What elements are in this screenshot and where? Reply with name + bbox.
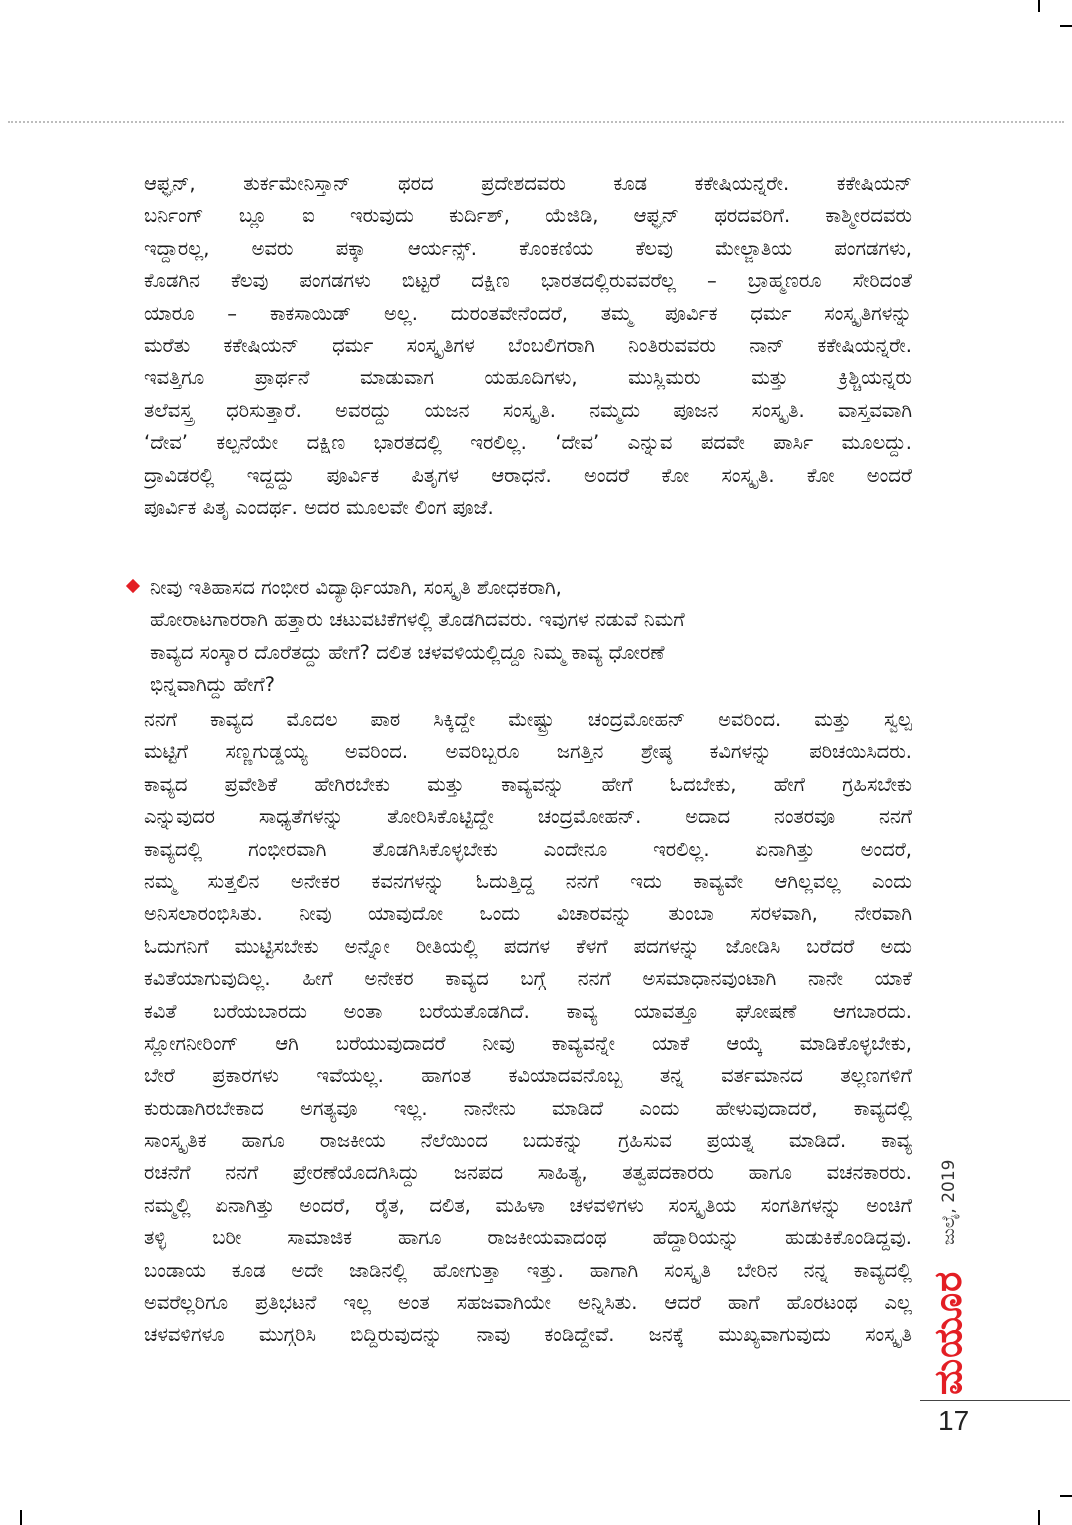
text-line: ಅವರೆಲ್ಲರಿಗೂ ಪ್ರತಿಭಟನೆ ಇಲ್ಲ ಅಂತ ಸಹಜವಾಗಿಯೇ ಅನ್ನಿಸಿತು. ಆದರೆ ಹಾಗೆ ಹೊರಟಂಥ ಎಲ್ಲ [144,1291,912,1315]
text-line: ದ್ರಾವಿಡರಲ್ಲಿ ಇದ್ದದ್ದು ಪೂರ್ವಿಕ ಪಿತೃಗಳ ಆರಾಧನೆ. ಅಂದರೆ ಕೋ ಸಂಸ್ಕೃತಿ. ಕೋ ಅಂದರೆ [144,463,912,487]
text-line: ಕಾವ್ಯದಲ್ಲಿ ಗಂಭೀರವಾಗಿ ತೊಡಗಿಸಿಕೊಳ್ಳಬೇಕು ಎಂದೇನೂ ಇರಲಿಲ್ಲ. ಏನಾಗಿತ್ತು ಅಂದರೆ, [144,837,912,861]
text-line: ನಮ್ಮ ಸುತ್ತಲಿನ ಅನೇಕರ ಕವನಗಳನ್ನು ಓದುತ್ತಿದ್ದ ನನಗೆ ಇದು ಕಾವ್ಯವೇ ಆಗಿಲ್ಲವಲ್ಲ ಎಂದು [144,869,912,893]
text-line: ಆಫ್ಘನ್, ತುರ್ಕಮೇನಿಸ್ತಾನ್ ಥರದ ಪ್ರದೇಶದವರು ಕೂಡ ಕಕೇಷಿಯನ್ನರೇ. ಕಕೇಷಿಯನ್ [144,172,912,195]
crop-mark [1038,1510,1040,1525]
crop-mark [1060,25,1072,27]
text-line: ಮರೆತು ಕಕೇಷಿಯನ್ ಧರ್ಮ ಸಂಸ್ಕೃತಿಗಳ ಬೆಂಬಲಿಗರಾಗಿ ನಿಂತಿರುವವರು ನಾನ್ ಕಕೇಷಿಯನ್ನರೇ. [144,333,912,357]
text-line: ಬಂಡಾಯ ಕೂಡ ಅದೇ ಜಾಡಿನಲ್ಲಿ ಹೋಗುತ್ತಾ ಇತ್ತು. ಹಾಗಾಗಿ ಸಂಸ್ಕೃತಿ ಬೇರಿನ ನನ್ನ ಕಾವ್ಯದಲ್ಲಿ [144,1258,912,1282]
magazine-logo: ಮಯೂರ [926,1270,970,1395]
question-line: ಕಾವ್ಯದ ಸಂಸ್ಕಾರ ದೊರೆತದ್ದು ಹೇಗೆ? ದಲಿತ ಚಳವಳಿಯಲ್ಲಿದ್ದೂ ನಿಮ್ಮ ಕಾವ್ಯ ಧೋರಣೆ [150,640,665,664]
text-line: ಕಾವ್ಯದ ಪ್ರವೇಶಿಕೆ ಹೇಗಿರಬೇಕು ಮತ್ತು ಕಾವ್ಯವನ್ನು ಹೇಗೆ ಓದಬೇಕು, ಹೇಗೆ ಗ್ರಹಿಸಬೇಕು [144,772,912,796]
text-line: ಇದ್ದಾರಲ್ಲ, ಅವರು ಪಕ್ಕಾ ಆರ್ಯನ್ಸ್. ಕೊಂಕಣಿಯ ಕೆಲವು ಮೇಲ್ಜಾತಿಯ ಪಂಗಡಗಳು, [144,236,912,260]
text-line: ಸ್ಲೋಗನೀರಿಂಗ್ ಆಗಿ ಬರೆಯುವುದಾದರೆ ನೀವು ಕಾವ್ಯವನ್ನೇ ಯಾಕೆ ಆಯ್ಕೆ ಮಾಡಿಕೊಳ್ಳಬೇಕು, [144,1031,912,1055]
text-line: ಬೇರೆ ಪ್ರಕಾರಗಳು ಇವೆಯಲ್ಲ. ಹಾಗಂತ ಕವಿಯಾದವನೊಬ್ಬ ತನ್ನ ವರ್ತಮಾನದ ತಲ್ಲಣಗಳಿಗೆ [144,1064,912,1088]
answer-paragraph-continued [144,168,912,524]
text-line: ಸಾಂಸ್ಕೃತಿಕ ಹಾಗೂ ರಾಜಕೀಯ ನೆಲೆಯಿಂದ ಬದುಕನ್ನು ಗ್ರಹಿಸುವ ಪ್ರಯತ್ನ ಮಾಡಿದೆ. ಕಾವ್ಯ [144,1129,912,1153]
text-line: ತಲೆವಸ್ತ್ರ ಧರಿಸುತ್ತಾರೆ. ಅವರದ್ದು ಯಜನ ಸಂಸ್ಕೃತಿ. ನಮ್ಮದು ಪೂಜನ ಸಂಸ್ಕೃತಿ. ವಾಸ್ತವವಾಗಿ [144,398,912,422]
issue-date: ಜುಲೈ, 2019 [939,1159,959,1245]
footer-divider [920,1400,1070,1401]
text-line: ಚಳವಳಿಗಳೂ ಮುಗ್ಗರಿಸಿ ಬಿದ್ದಿರುವುದನ್ನು ನಾವು ಕಂಡಿದ್ದೇವೆ. ಜನಕ್ಕೆ ಮುಖ್ಯವಾಗುವುದು ಸಂಸ್ಕೃತಿ [144,1323,912,1347]
text-line: ಬರ್ನಿಂಗ್ ಬ್ಲೂ ಐ ಇರುವುದು ಕುರ್ದಿಶ್, ಯೆಜಿಡಿ, ಆಫ್ಘನ್ ಥರದವರಿಗೆ. ಕಾಶ್ಮೀರದವರು [144,204,912,228]
text-line: ನಮ್ಮಲ್ಲಿ ಏನಾಗಿತ್ತು ಅಂದರೆ, ರೈತ, ದಲಿತ, ಮಹಿಳಾ ಚಳವಳಿಗಳು ಸಂಸ್ಕೃತಿಯ ಸಂಗತಿಗಳನ್ನು ಅಂಚಿಗೆ [144,1193,912,1217]
page-number: 17 [938,1405,970,1436]
text-line: ತಳ್ಳಿ ಬರೀ ಸಾಮಾಜಿಕ ಹಾಗೂ ರಾಜಕೀಯವಾದಂಥ ಹೆದ್ದಾರಿಯನ್ನು ಹುಡುಕಿಕೊಂಡಿದ್ದವು. [144,1226,912,1250]
text-line: ‘ದೇವ’ ಕಲ್ಪನೆಯೇ ದಕ್ಷಿಣ ಭಾರತದಲ್ಲಿ ಇರಲಿಲ್ಲ. ‘ದೇವ’ ಎನ್ನುವ ಪದವೇ ಪಾರ್ಸಿ ಮೂಲದ್ದು. [144,431,912,455]
text-line: ಕವಿತೆಯಾಗುವುದಿಲ್ಲ. ಹೀಗೆ ಅನೇಕರ ಕಾವ್ಯದ ಬಗ್ಗೆ ನನಗೆ ಅಸಮಾಧಾನವುಂಟಾಗಿ ನಾನೇ ಯಾಕೆ [144,967,912,991]
answer-paragraph [144,704,912,1352]
text-line: ಯಾರೂ – ಕಾಕಸಾಯಿಡ್ ಅಲ್ಲ. ದುರಂತವೇನೆಂದರೆ, ತಮ್ಮ ಪೂರ್ವಿಕ ಧರ್ಮ ಸಂಸ್ಕೃತಿಗಳನ್ನು [144,301,912,325]
text-line: ಕುರುಡಾಗಿರಬೇಕಾದ ಅಗತ್ಯವೂ ಇಲ್ಲ. ನಾನೇನು ಮಾಡಿದೆ ಎಂದು ಹೇಳುವುದಾದರೆ, ಕಾವ್ಯದಲ್ಲಿ [144,1096,912,1120]
text-line: ಎನ್ನುವುದರ ಸಾಧ್ಯತೆಗಳನ್ನು ತೋರಿಸಿಕೊಟ್ಟಿದ್ದೇ ಚಂದ್ರಮೋಹನ್. ಅದಾದ ನಂತರವೂ ನನಗೆ [144,805,912,829]
text-line: ಓದುಗನಿಗೆ ಮುಟ್ಟಿಸಬೇಕು ಅನ್ನೋ ರೀತಿಯಲ್ಲಿ ಪದಗಳ ಕೆಳಗೆ ಪದಗಳನ್ನು ಜೋಡಿಸಿ ಬರೆದರೆ ಅದು [144,934,912,958]
text-line: ಮಟ್ಟಿಗೆ ಸಣ್ಣಗುಡ್ಡಯ್ಯ ಅವರಿಂದ. ಅವರಿಬ್ಬರೂ ಜಗತ್ತಿನ ಶ್ರೇಷ್ಠ ಕವಿಗಳನ್ನು ಪರಿಚಯಿಸಿದರು. [144,740,912,764]
question-line: ಭಿನ್ನವಾಗಿದ್ದು ಹೇಗೆ? [150,673,276,697]
text-line: ಇವತ್ತಿಗೂ ಪ್ರಾರ್ಥನೆ ಮಾಡುವಾಗ ಯಹೂದಿಗಳು, ಮುಸ್ಲಿಮರು ಮತ್ತು ಕ್ರಿಶ್ಚಿಯನ್ನರು [144,366,912,390]
crop-mark [1060,1495,1072,1497]
question-line: ಹೋರಾಟಗಾರರಾಗಿ ಹತ್ತಾರು ಚಟುವಟಿಕೆಗಳಲ್ಲಿ ತೊಡಗಿದವರು. ಇವುಗಳ ನಡುವೆ ನಿಮಗೆ [150,608,685,632]
text-line: ಕವಿತೆ ಬರೆಯಬಾರದು ಅಂತಾ ಬರೆಯತೊಡಗಿದೆ. ಕಾವ್ಯ ಯಾವತ್ತೂ ಘೋಷಣೆ ಆಗಬಾರದು. [144,999,912,1023]
crop-mark [20,1510,22,1525]
text-line: ಕೊಡಗಿನ ಕೆಲವು ಪಂಗಡಗಳು ಬಿಟ್ಟರೆ ದಕ್ಷಿಣ ಭಾರತದಲ್ಲಿರುವವರೆಲ್ಲ – ಬ್ರಾಹ್ಮಣರೂ ಸೇರಿದಂತೆ [144,269,912,293]
text-line: ರಚನೆಗೆ ನನಗೆ ಪ್ರೇರಣೆಯೊದಗಿಸಿದ್ದು ಜನಪದ ಸಾಹಿತ್ಯ, ತತ್ವಪದಕಾರರು ಹಾಗೂ ವಚನಕಾರರು. [144,1161,912,1185]
header-divider [8,121,1064,123]
text-line: ಅನಿಸಲಾರಂಭಿಸಿತು. ನೀವು ಯಾವುದೋ ಒಂದು ವಿಚಾರವನ್ನು ತುಂಬಾ ಸರಳವಾಗಿ, ನೇರವಾಗಿ [144,902,912,926]
text-line: ನನಗೆ ಕಾವ್ಯದ ಮೊದಲ ಪಾಠ ಸಿಕ್ಕಿದ್ದೇ ಮೇಷ್ಟ್ರು ಚಂದ್ರಮೋಹನ್ ಅವರಿಂದ. ಮತ್ತು ಸ್ವಲ್ಪ [144,708,912,731]
text-line: ಪೂರ್ವಿಕ ಪಿತೃ ಎಂದರ್ಥ. ಅದರ ಮೂಲವೇ ಲಿಂಗ ಪೂಜೆ. [144,495,494,519]
crop-mark [1038,0,1040,12]
question-line: ನೀವು ಇತಿಹಾಸದ ಗಂಭೀರ ವಿದ್ಯಾರ್ಥಿಯಾಗಿ, ಸಂಸ್ಕೃತಿ ಶೋಧಕರಾಗಿ, [150,576,562,599]
diamond-bullet-icon [126,579,140,593]
